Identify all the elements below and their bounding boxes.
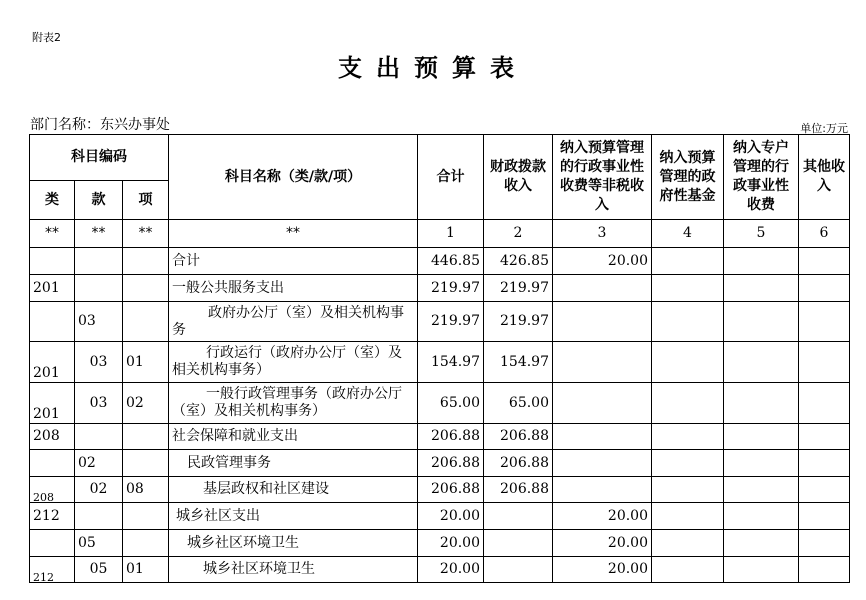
cell-kuan: 03: [75, 383, 123, 424]
table-row: [30, 342, 850, 383]
cell-fiscal: 206.88: [484, 450, 553, 477]
cell-name: 民政管理事务: [169, 450, 418, 477]
cell-gov-fund: [652, 248, 724, 275]
cell-nontax: [553, 424, 652, 450]
cell-name: [169, 342, 418, 383]
cell-kuan: 02: [75, 477, 123, 503]
cell-special: [724, 383, 799, 424]
appendix-label: 附表2: [32, 31, 61, 44]
cell-kuan: [75, 503, 123, 530]
cell-special: [724, 342, 799, 383]
cell-other: [799, 342, 850, 383]
header-lei: 类: [30, 181, 75, 220]
cell-lei: 212: [30, 557, 75, 583]
col-number: 6: [799, 220, 850, 248]
cell-fiscal: 206.88: [484, 477, 553, 503]
cell-other: [799, 450, 850, 477]
table-row: [30, 503, 850, 530]
cell-lei: [30, 530, 75, 557]
cell-name: [169, 302, 418, 342]
cell-special: [724, 557, 799, 583]
cell-total: 20.00: [418, 530, 484, 557]
star-cell: **: [123, 220, 169, 248]
col-number: 2: [484, 220, 553, 248]
cell-name: 基层政权和社区建设: [169, 477, 418, 503]
cell-gov-fund: [652, 424, 724, 450]
cell-name: 城乡社区支出: [169, 503, 418, 530]
cell-xiang: [123, 248, 169, 275]
table-row: [30, 275, 850, 302]
row-name-text: 一般行政管理事务（政府办公厅（室）及相关机构事务）: [172, 386, 402, 419]
table-row: [30, 450, 850, 477]
cell-nontax: [553, 275, 652, 302]
star-cell: **: [30, 220, 75, 248]
col-number: 5: [724, 220, 799, 248]
cell-special: [724, 275, 799, 302]
cell-xiang: [123, 424, 169, 450]
cell-other: [799, 503, 850, 530]
cell-kuan: 05: [75, 557, 123, 583]
table-row: [30, 383, 850, 424]
cell-gov-fund: [652, 477, 724, 503]
table-row: [30, 424, 850, 450]
cell-xiang: [123, 302, 169, 342]
header-kuan: 款: [75, 181, 123, 220]
cell-gov-fund: [652, 275, 724, 302]
budget-table: [29, 134, 850, 583]
header-fiscal: 财政拨款收入: [484, 135, 553, 220]
cell-total: 20.00: [418, 557, 484, 583]
cell-kuan: 03: [75, 302, 123, 342]
header-total: 合计: [418, 135, 484, 220]
cell-gov-fund: [652, 503, 724, 530]
cell-lei: [30, 248, 75, 275]
header-subject-code: 科目编码: [30, 135, 169, 181]
cell-xiang: [123, 503, 169, 530]
cell-kuan: 03: [75, 342, 123, 383]
cell-xiang: [123, 530, 169, 557]
cell-total: 65.00: [418, 383, 484, 424]
col-number: 4: [652, 220, 724, 248]
cell-lei: [30, 450, 75, 477]
cell-other: [799, 383, 850, 424]
row-name-text: 行政运行（政府办公厅（室）及相关机构事务）: [172, 345, 402, 378]
cell-lei: 208: [30, 477, 75, 503]
cell-gov-fund: [652, 450, 724, 477]
cell-total: 219.97: [418, 302, 484, 342]
header-other: 其他收入: [799, 135, 850, 220]
cell-nontax: [553, 383, 652, 424]
header-special: 纳入专户管理的行政事业性收费: [724, 135, 799, 220]
cell-total: 206.88: [418, 424, 484, 450]
cell-lei: 201: [30, 275, 75, 302]
col-number: 1: [418, 220, 484, 248]
cell-special: [724, 450, 799, 477]
cell-other: [799, 477, 850, 503]
cell-other: [799, 424, 850, 450]
cell-special: [724, 530, 799, 557]
cell-kuan: [75, 424, 123, 450]
cell-nontax: 20.00: [553, 530, 652, 557]
cell-special: [724, 424, 799, 450]
header-xiang: 项: [123, 181, 169, 220]
table-row: [30, 302, 850, 342]
cell-other: [799, 302, 850, 342]
cell-nontax: 20.00: [553, 503, 652, 530]
cell-fiscal: [484, 503, 553, 530]
cell-gov-fund: [652, 383, 724, 424]
cell-kuan: 05: [75, 530, 123, 557]
cell-nontax: 20.00: [553, 248, 652, 275]
cell-fiscal: [484, 530, 553, 557]
cell-name: 城乡社区环境卫生: [169, 530, 418, 557]
header-subject-name: 科目名称（类/款/项）: [169, 135, 418, 220]
star-cell: **: [75, 220, 123, 248]
cell-total: 206.88: [418, 477, 484, 503]
cell-nontax: [553, 477, 652, 503]
cell-gov-fund: [652, 302, 724, 342]
cell-gov-fund: [652, 342, 724, 383]
cell-name: 城乡社区环境卫生: [169, 557, 418, 583]
cell-kuan: [75, 248, 123, 275]
table-row: [30, 557, 850, 583]
page-title: 支出预算表: [338, 54, 528, 82]
cell-nontax: 20.00: [553, 557, 652, 583]
cell-special: [724, 503, 799, 530]
cell-special: [724, 477, 799, 503]
cell-name: 一般公共服务支出: [169, 275, 418, 302]
star-cell: **: [169, 220, 418, 248]
col-number: 3: [553, 220, 652, 248]
cell-total: 446.85: [418, 248, 484, 275]
cell-other: [799, 557, 850, 583]
cell-fiscal: 219.97: [484, 275, 553, 302]
cell-nontax: [553, 342, 652, 383]
cell-xiang: [123, 275, 169, 302]
cell-lei: 201: [30, 383, 75, 424]
cell-fiscal: 65.00: [484, 383, 553, 424]
cell-special: [724, 248, 799, 275]
cell-xiang: [123, 450, 169, 477]
cell-name: 合计: [169, 248, 418, 275]
cell-total: 206.88: [418, 450, 484, 477]
cell-xiang: 08: [123, 477, 169, 503]
cell-kuan: [75, 275, 123, 302]
cell-lei: 208: [30, 424, 75, 450]
cell-xiang: 01: [123, 342, 169, 383]
unit-label: 单位:万元: [800, 122, 848, 135]
cell-other: [799, 275, 850, 302]
cell-lei: 212: [30, 503, 75, 530]
cell-total: 154.97: [418, 342, 484, 383]
cell-fiscal: 426.85: [484, 248, 553, 275]
row-name-text: 政府办公厅（室）及相关机构事务: [172, 304, 404, 338]
cell-xiang: 02: [123, 383, 169, 424]
cell-lei: 201: [30, 342, 75, 383]
cell-fiscal: [484, 557, 553, 583]
cell-gov-fund: [652, 557, 724, 583]
header-gov-fund: 纳入预算管理的政府性基金: [652, 135, 724, 220]
cell-gov-fund: [652, 530, 724, 557]
table-row: [30, 248, 850, 275]
header-nontax: 纳入预算管理的行政事业性收费等非税收入: [553, 135, 652, 220]
cell-kuan: 02: [75, 450, 123, 477]
cell-total: 20.00: [418, 503, 484, 530]
cell-special: [724, 302, 799, 342]
department-name: 部门名称：东兴办事处: [30, 117, 170, 133]
cell-fiscal: 206.88: [484, 424, 553, 450]
table-row: [30, 530, 850, 557]
cell-lei: [30, 302, 75, 342]
cell-nontax: [553, 302, 652, 342]
cell-total: 219.97: [418, 275, 484, 302]
cell-name: 社会保障和就业支出: [169, 424, 418, 450]
cell-other: [799, 530, 850, 557]
cell-xiang: 01: [123, 557, 169, 583]
cell-nontax: [553, 450, 652, 477]
cell-fiscal: 219.97: [484, 302, 553, 342]
cell-fiscal: 154.97: [484, 342, 553, 383]
cell-name: [169, 383, 418, 424]
cell-other: [799, 248, 850, 275]
table-row: [30, 477, 850, 503]
